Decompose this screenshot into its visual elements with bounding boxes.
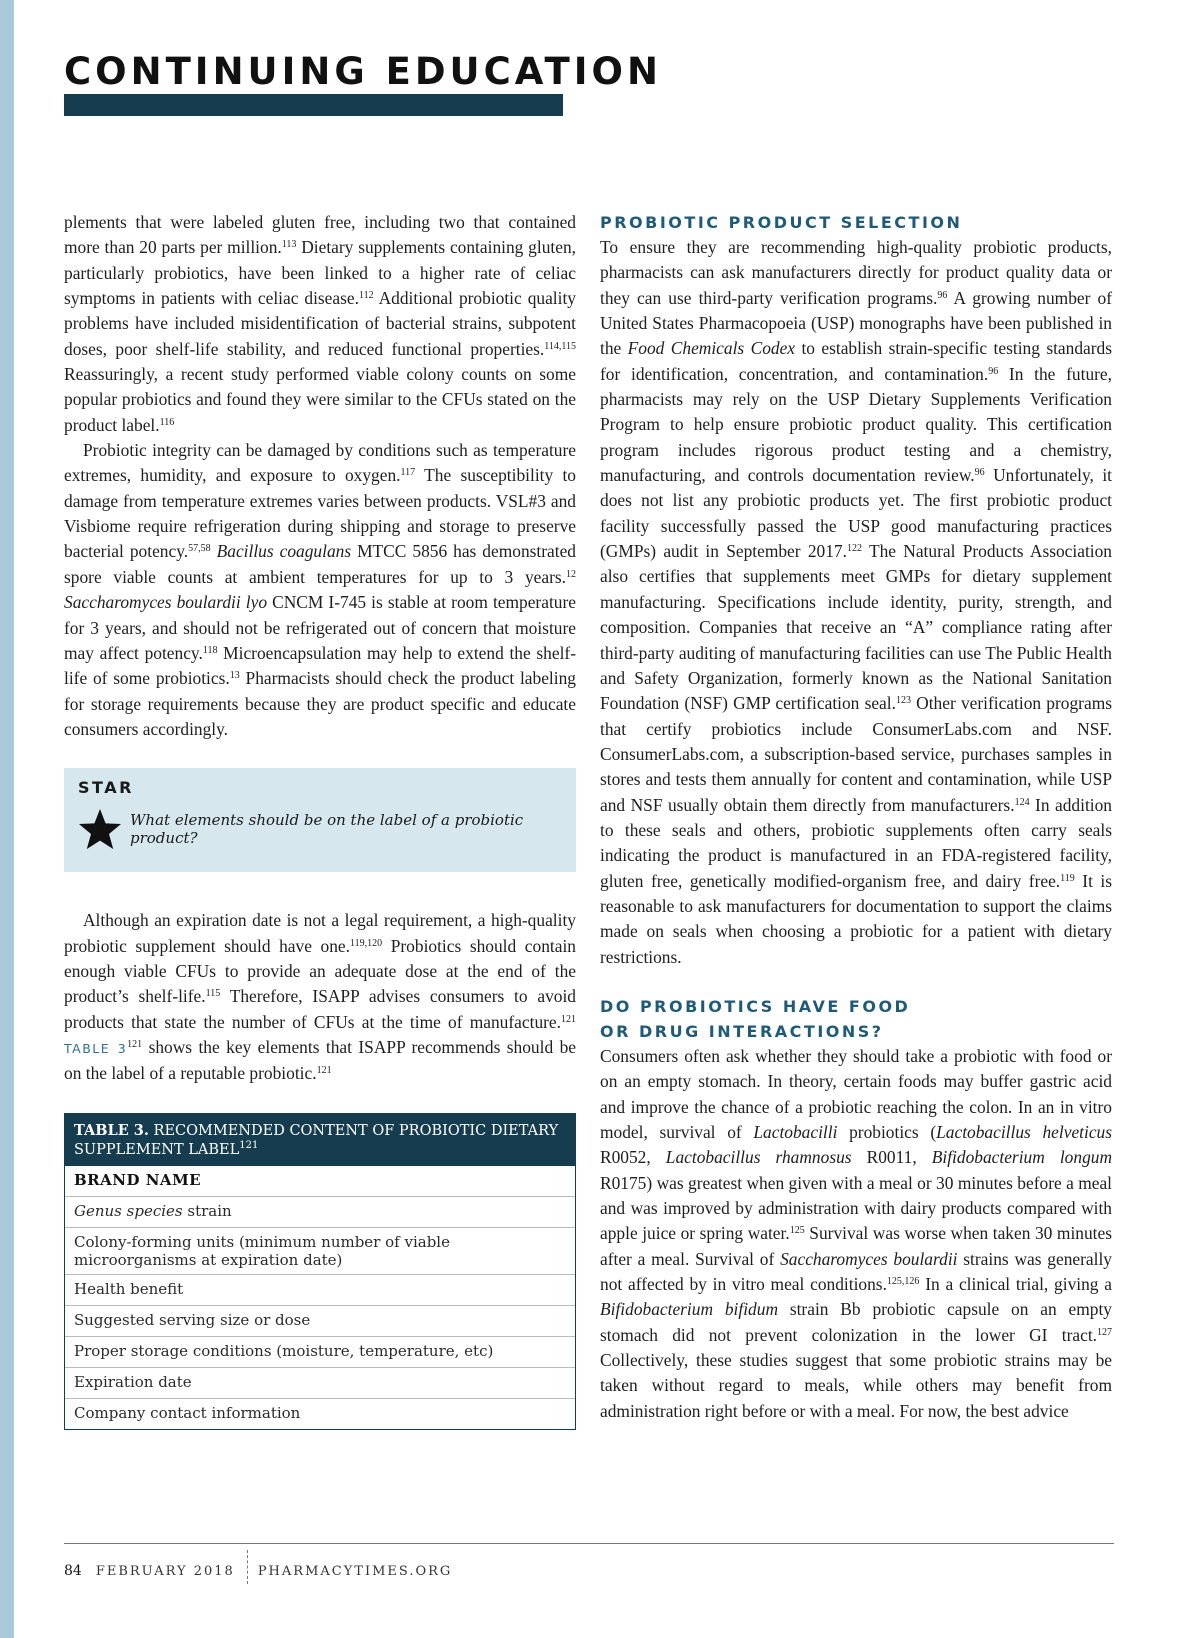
- footer-rule: [64, 1543, 1114, 1544]
- reference: 127: [1097, 1326, 1112, 1338]
- text: Survival was worse when taken 30 minutes after a meal. Survival of: [600, 1223, 1112, 1269]
- table-cell-italic: Genus species: [74, 1201, 183, 1220]
- text: Collectively, these studies suggest that some probiotic strains may be taken without regard to meals, while others may benefit from administration right before or with a meal. For now, the best advice: [600, 1350, 1112, 1421]
- species-name: Lactobacillus helveticus: [936, 1122, 1113, 1142]
- species-name: Saccharomyces boulardii lyo: [64, 592, 268, 613]
- text: CNCM I-745 is stable at room temperature for 3 years, and should not be refrigerated out of concern that moisture may affect potency.: [64, 592, 576, 663]
- reference: 96: [974, 467, 985, 479]
- reference: 125: [789, 1225, 805, 1237]
- footer-divider: [247, 1550, 248, 1584]
- right-paragraph-1: [600, 235, 1112, 970]
- reference: 96: [988, 365, 999, 377]
- text: Unfortunately, it does not list any probiotic products yet. The first probiotic product facility successfully passed the USP good manufacturing practices (GMPs) audit in September 2017.: [600, 465, 1112, 562]
- text: A growing number of United States Pharmacopoeia (USP) monographs have been published in the: [600, 287, 1113, 359]
- reference: 123: [895, 695, 911, 707]
- table-3: [64, 1113, 576, 1430]
- text: It is reasonable to ask manufacturers for documentation to support the claims made on seals when choosing a probiotic for a patient with dietary restrictions.: [600, 870, 1112, 967]
- species-name: Bacillus coagulans: [216, 541, 352, 562]
- table-row: Expiration date: [65, 1367, 575, 1398]
- header-rule: [64, 94, 563, 116]
- page-number: 84: [64, 1563, 82, 1579]
- right-paragraph-2: [600, 1044, 1112, 1424]
- star-question: What elements should be on the label of a probiotic product?: [130, 811, 524, 848]
- species-name: Lactobacilli: [753, 1122, 838, 1142]
- issue-date: FEBRUARY 2018: [95, 1563, 235, 1579]
- table-3-header: [65, 1114, 575, 1166]
- text: Pharmacists should check the product labeling for storage requirements because they are product specific and educate consumers accordingly.: [64, 668, 576, 739]
- reference: 124: [1014, 796, 1030, 808]
- text: Although an expiration date is not a legal requirement, a high-quality probiotic supplement should have one.: [64, 910, 576, 956]
- reference: 112: [358, 290, 374, 302]
- text: strain Bb probiotic capsule on an empty stomach did not prevent colonization in the lower GI tract.: [600, 1299, 1112, 1345]
- reference: 119,120: [349, 937, 383, 949]
- text: probiotics (: [837, 1122, 937, 1142]
- text: Probiotics should contain enough viable CFUs to provide an adequate dose at the end of the product’s shelf-life.: [64, 935, 576, 1007]
- text: The Natural Products Association also certifies that supplements meet GMPs for dietary supplement manufacturing. Specifications include identity, purity, strength, and composition. Companies that receive an “A” compliance rating after third-party auditing of manufacturing facilities can use The Public Health and Safety Organization, formerly known as the National Sanitation Foundation (NSF) GMP certification seal.: [600, 541, 1113, 714]
- text: In addition to these seals and others, probiotic supplements often carry seals indicating the product is manufactured in an FDA-registered facility, gluten free, genetically modified-organism free, and dairy free.: [600, 794, 1112, 891]
- table-label: TABLE 3.: [74, 1121, 149, 1139]
- text: To ensure they are recommending high-quality probiotic products, pharmacists can ask manufacturers directly for product quality data or they can use third-party verification programs.: [600, 237, 1112, 308]
- text: In the future, pharmacists may rely on the USP Dietary Supplements Verification Program to help ensure probiotic product quality. This certification program includes rigorous product testing and a chemistry, manufacturing, and controls documentation review.: [600, 363, 1112, 486]
- star-label: STAR: [78, 778, 134, 798]
- text: Reassuringly, a recent study performed viable colony counts on some popular probiotics and found they were similar to the CFUs stated on the product label.: [64, 364, 576, 435]
- table-cell: strain: [182, 1201, 232, 1220]
- heading-food-drug-interactions: DO PROBIOTICS HAVE FOOD OR DRUG INTERACTIONS?: [600, 996, 911, 1041]
- species-name: Saccharomyces boulardii: [780, 1248, 958, 1269]
- reference: 121: [561, 1013, 576, 1025]
- text: Other verification programs that certify probiotics include ConsumerLabs.com and NSF. ConsumerLabs.com, a subscription-based service, purchases samples in stores and tests them annually for content and contamination, while USP and NSF usually obtain them directly from manufacturers.: [600, 693, 1112, 815]
- species-name: Bifidobacterium longum: [931, 1147, 1113, 1168]
- table-3-reference-link[interactable]: TABLE 3: [64, 1040, 128, 1056]
- heading-product-selection: PROBIOTIC PRODUCT SELECTION: [600, 213, 963, 232]
- table-row: Suggested serving size or dose: [65, 1305, 575, 1336]
- star-icon: [78, 807, 122, 851]
- reference: 57,58: [188, 543, 211, 555]
- text: R0175) was greatest when given with a meal or 30 minutes before a meal and was improved by administration with dairy products compared with apple juice or spring water.: [600, 1172, 1112, 1244]
- reference: 121: [239, 1139, 259, 1151]
- section-title: CONTINUING EDUCATION: [64, 50, 662, 93]
- text: In a clinical trial, giving a: [919, 1274, 1112, 1295]
- reference: 113: [281, 239, 297, 251]
- left-paragraph-3: [64, 908, 576, 1086]
- text: R0052,: [600, 1147, 666, 1168]
- species-name: Lactobacillus rhamnosus: [665, 1147, 852, 1168]
- text: strains was generally not affected by in vitro meal conditions.: [600, 1248, 1112, 1295]
- reference: 121: [127, 1038, 143, 1050]
- page-edge-bar: [0, 0, 14, 1638]
- text: Additional probiotic quality problems have included misidentification of bacterial strains, subpotent doses, poor shelf-life stability, and reduced functional properties.: [64, 288, 576, 359]
- text: MTCC 5856 has demonstrated spore viable counts at ambient temperatures for up to 3 years.: [64, 541, 576, 587]
- star-callout: [64, 768, 576, 872]
- reference: 13: [229, 670, 240, 682]
- reference: 116: [159, 416, 175, 428]
- text: Therefore, ISAPP advises consumers to avoid products that state the number of CFUs at the time of manufacture.: [64, 986, 576, 1032]
- table-row: [65, 1196, 575, 1227]
- text: Consumers often ask whether they should take a probiotic with food or on an empty stomach. In theory, certain foods may buffer gastric acid and improve the chance of a probiotic reaching the colon. In an in vitro model, survival of: [600, 1045, 1112, 1142]
- reference: 117: [400, 467, 416, 479]
- reference: 119: [1060, 872, 1075, 884]
- species-name: Bifidobacterium bifidum: [600, 1299, 778, 1320]
- text: to establish strain-specific testing standards for identification, concentration, and contamination.: [600, 338, 1113, 384]
- reference: 122: [846, 543, 862, 555]
- text: Probiotic integrity can be damaged by conditions such as temperature extremes, humidity, and exposure to oxygen.: [64, 440, 576, 486]
- reference: 125,126: [886, 1276, 920, 1288]
- table-row: Colony-forming units (minimum number of viable microorganisms at expiration date): [65, 1227, 575, 1274]
- reference: 118: [202, 644, 218, 656]
- reference: 115: [205, 988, 221, 1000]
- page-footer: [64, 1560, 452, 1582]
- text: R0011,: [851, 1147, 932, 1168]
- table-row: BRAND NAME: [74, 1170, 202, 1189]
- publication-title: Food Chemicals Codex: [627, 338, 796, 359]
- text: Dietary supplements containing gluten, particularly probiotics, have been linked to a higher rate of celiac symptoms in patients with celiac disease.: [64, 237, 576, 309]
- table-row: Proper storage conditions (moisture, temperature, etc): [65, 1336, 575, 1367]
- table-title: RECOMMENDED CONTENT OF PROBIOTIC DIETARY SUPPLEMENT LABEL: [74, 1122, 559, 1158]
- left-paragraph-2: [64, 438, 576, 742]
- table-row: Health benefit: [65, 1274, 575, 1305]
- text: plements that were labeled gluten free, including two that contained more than 20 parts per million.: [64, 212, 576, 258]
- left-paragraph-1: [64, 210, 576, 438]
- reference: 121: [316, 1065, 332, 1077]
- site-url[interactable]: PHARMACYTIMES.ORG: [257, 1563, 453, 1579]
- text: shows the key elements that ISAPP recommends should be on the label of a reputable probiotic.: [64, 1036, 576, 1084]
- reference: 12: [566, 568, 576, 580]
- text: Microencapsulation may help to extend the shelf-life of some probiotics.: [64, 642, 576, 689]
- right-column: [600, 210, 1112, 1424]
- reference: 96: [937, 289, 948, 301]
- table-row: Company contact information: [65, 1398, 575, 1429]
- text: The susceptibility to damage from temperature extremes varies between products. VSL#3 and Visbiome require refrigeration during shipping and storage to preserve bacterial potency.: [64, 465, 576, 562]
- reference: 114,115: [544, 340, 576, 352]
- left-column: [64, 210, 576, 1430]
